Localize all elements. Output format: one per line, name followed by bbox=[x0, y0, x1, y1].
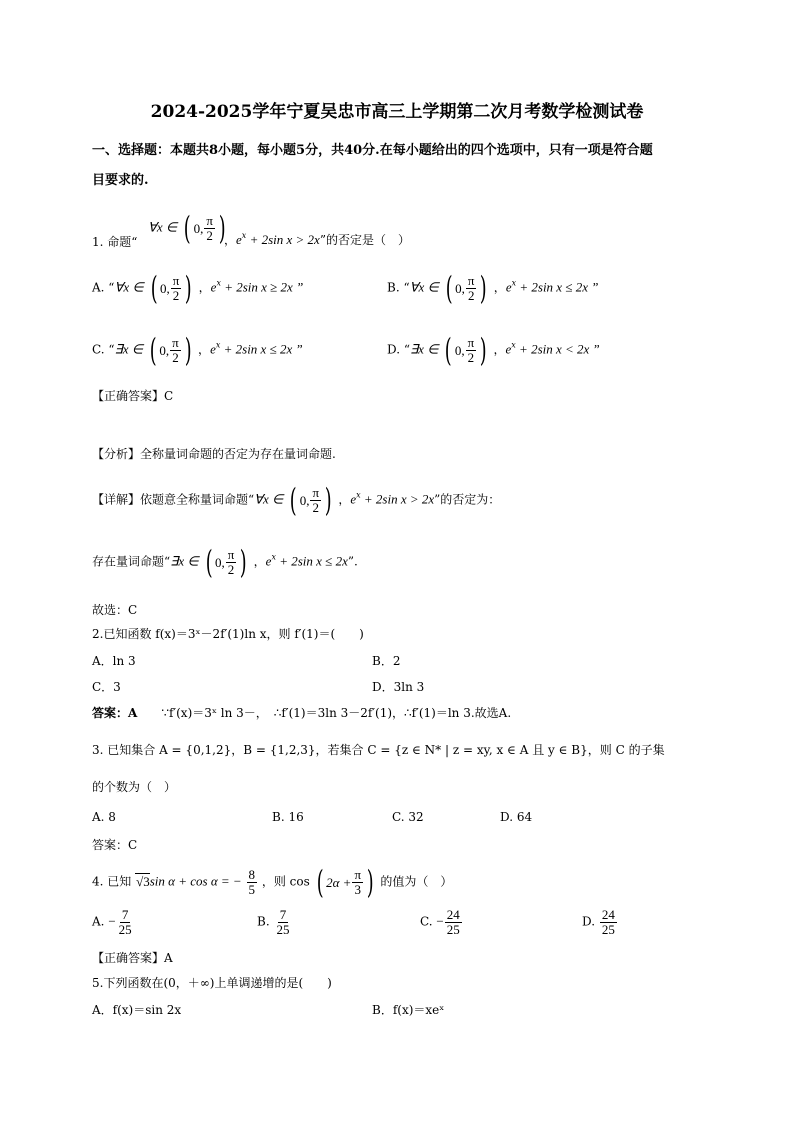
q3-option-c: C. 32 bbox=[392, 810, 424, 824]
q4-option-a: A. − $\frac{7}{25}$ bbox=[92, 907, 132, 937]
q3-answer: 答案：C bbox=[92, 838, 138, 852]
q1-option-a: A. “∀x ∈ ( 0, $\frac{\pi}{2}$ ) ，$e^x + 2\sin$ x ≥ 2x ” bbox=[92, 269, 304, 307]
q4-stem: 4. 已知 √3sin α + cos α = − $\frac{8}{5}$ ，则 cos ( 2α + $\frac{\pi}{3}$ ) 的值为（ ） bbox=[92, 863, 453, 901]
q1-quantifier-above: ∀x ∈ ( 0, $\frac{\pi}{2}$ ) bbox=[148, 209, 226, 247]
q2-option-a: A．ln 3 bbox=[92, 654, 136, 668]
q2-option-c: C．3 bbox=[92, 680, 121, 694]
q3-stem-line2: 的个数为（ ） bbox=[92, 780, 177, 794]
q1-stem: 1. 命题“ bbox=[92, 235, 138, 249]
q1-analysis: 【分析】全称量词命题的否定为存在量词命题. bbox=[92, 447, 336, 461]
q1-option-b: B. “∀x ∈ ( 0, $\frac{\pi}{2}$ ) ，$e^x + 2\sin$ x ≤ 2x ” bbox=[387, 269, 599, 307]
q4-option-c: C. − $\frac{24}{25}$ bbox=[420, 907, 460, 937]
q5-stem: 5.下列函数在(0，＋∞)上单调递增的是( ) bbox=[92, 976, 332, 990]
q4-option-b: B. $\frac{7}{25}$ bbox=[257, 907, 290, 937]
q1-option-c: C. “∃x ∈ ( 0, $\frac{\pi}{2}$ ) ，$e^x + 2\sin$ x ≤ 2x ” bbox=[92, 331, 303, 369]
q1-detail: 【详解】依题意全称量词命题“∀x ∈ ( 0, $\frac{\pi}{2}$ ) ，$e^x + 2\sin$ x > 2x”的否定为： bbox=[92, 481, 501, 519]
q4-answer: 【正确答案】A bbox=[92, 951, 173, 965]
q3-stem-line1: 3. 已知集合 A = {0,1,2}，B = {1,2,3}，若集合 C = {z ∈ N* | z = xy, x ∈ A 且 y ∈ B}，则 C 的子集 bbox=[92, 743, 665, 757]
q2-option-b: B．2 bbox=[372, 654, 401, 668]
section-heading-line1: 一、选择题：本题共8小题，每小题5分，共40分.在每小题给出的四个选项中，只有一项是符合题 bbox=[92, 143, 653, 158]
section-heading-line2: 目要求的. bbox=[92, 173, 149, 188]
q5-option-a: A．f(x)＝sin 2x bbox=[92, 1003, 182, 1017]
q1-existential: 存在量词命题“∃x ∈ ( 0, $\frac{\pi}{2}$ ) ，$e^x + 2\sin$ x ≤ 2x”. bbox=[92, 543, 358, 581]
q1-choice: 故选：C bbox=[92, 603, 138, 617]
q2-option-d: D．3ln 3 bbox=[372, 680, 425, 694]
q5-option-b: B．f(x)＝xeˣ bbox=[372, 1003, 445, 1017]
q1-option-d: D. “∃x ∈ ( 0, $\frac{\pi}{2}$ ) ，$e^x + 2\sin$ x < 2x ” bbox=[387, 331, 600, 369]
q1-answer: 【正确答案】C bbox=[92, 389, 174, 403]
page-title: 2024-2025学年宁夏吴忠市高三上学期第二次月考数学检测试卷 bbox=[150, 102, 644, 122]
q3-option-a: A. 8 bbox=[92, 810, 116, 824]
q2-answer: 答案：A ∵f′(x)＝3ˣ ln 3－， ∴f′(1)＝3ln 3－2f′(1)，∴f′(1)＝ln 3.故选A. bbox=[92, 706, 512, 720]
q2-stem: 2.已知函数 f(x)＝3ˣ－2f′(1)ln x，则 f′(1)＝( ) bbox=[92, 627, 364, 641]
q3-option-b: B. 16 bbox=[272, 810, 304, 824]
q4-option-d: D. $\frac{24}{25}$ bbox=[582, 907, 615, 937]
q1-stem-inequality: ，$e^x + 2\sin$ x > 2x”的否定是（ ） bbox=[224, 231, 410, 247]
q3-option-d: D. 64 bbox=[500, 810, 533, 824]
